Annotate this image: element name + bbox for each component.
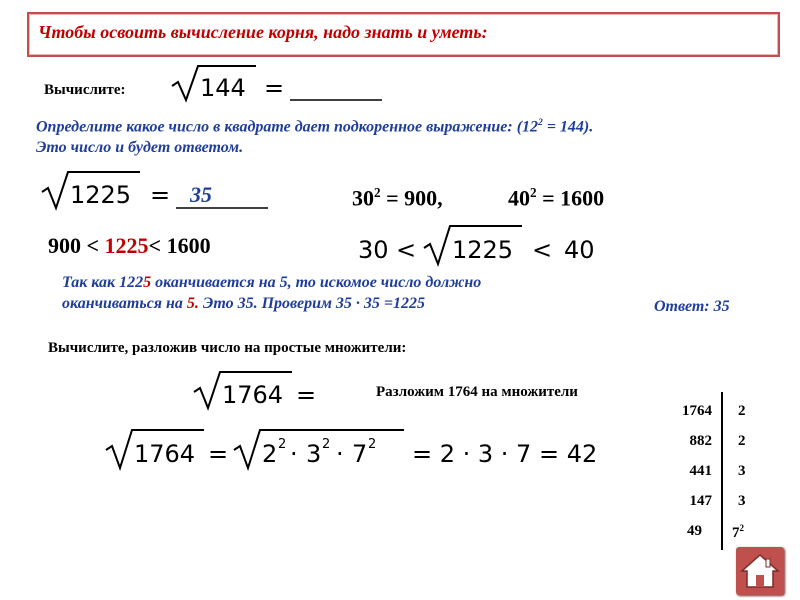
- table-factor-4: $7^2$: [732, 523, 744, 541]
- table-factor-3: 3: [738, 493, 746, 509]
- svg-text:2: 2: [262, 440, 278, 468]
- task2-reasoning: Так как 1225 оканчивается на 5, то искомое число должно оканчиваться на 5. Это 35. Проверим 35 · 35 =1225: [62, 274, 482, 312]
- factor-table-divider: [721, 392, 723, 550]
- table-factor-1: 2: [738, 433, 746, 449]
- sqrt-1764-expression: [192, 368, 322, 412]
- svg-text:40: 40: [564, 236, 595, 264]
- page-title: Чтобы освоить вычисление корня, надо знать и уметь:: [38, 22, 488, 42]
- inequality-roots: [358, 222, 608, 270]
- factor-title: Разложим 1764 на множители: [376, 384, 578, 400]
- answer-35: 35: [190, 182, 212, 207]
- radicand-1225: 1225: [70, 181, 132, 209]
- svg-text:·: ·: [290, 440, 298, 468]
- svg-text:·: ·: [336, 440, 344, 468]
- inequality-numbers: 900 < 1225< 1600: [48, 233, 211, 258]
- svg-text:2: 2: [368, 437, 377, 452]
- square-30: $30^2 = 900$,: [352, 185, 443, 211]
- svg-text:=: =: [264, 74, 285, 102]
- svg-text:=: =: [296, 381, 317, 409]
- svg-text:30: 30: [358, 236, 389, 264]
- task1-label: Вычислите:: [44, 82, 126, 98]
- sqrt-144-expression: [170, 62, 390, 106]
- square-40: $40^2 = 1600$: [508, 185, 605, 211]
- svg-text:=: =: [208, 440, 229, 468]
- table-number-3: 147: [689, 493, 712, 509]
- radicand-144: 144: [200, 74, 246, 102]
- home-button[interactable]: [736, 547, 784, 595]
- svg-text:<: <: [396, 236, 417, 264]
- table-number-1: 882: [689, 433, 712, 449]
- table-number-0: 1764: [682, 403, 712, 419]
- svg-text:=: =: [150, 181, 171, 209]
- table-factor-0: 2: [738, 403, 746, 419]
- svg-text:2: 2: [278, 437, 287, 452]
- task3-label: Вычислите, разложив число на простые множители:: [48, 340, 407, 356]
- sqrt-1764-factored: [104, 424, 624, 476]
- svg-text:7: 7: [352, 440, 368, 468]
- factor-result: = 2 · 3 · 7 = 42: [412, 440, 598, 468]
- home-icon: [736, 547, 784, 595]
- svg-text:1764: 1764: [134, 440, 196, 468]
- table-factor-2: 3: [738, 463, 746, 479]
- svg-text:3: 3: [306, 440, 322, 468]
- svg-text:1225: 1225: [452, 236, 514, 264]
- svg-text:2: 2: [322, 437, 331, 452]
- sqrt-1225-expression: [40, 168, 275, 214]
- svg-text:1764: 1764: [222, 381, 284, 409]
- table-number-2: 441: [689, 463, 712, 479]
- svg-text:<: <: [532, 236, 553, 264]
- final-answer: Ответ: 35: [654, 298, 730, 315]
- table-number-4: 49: [687, 523, 702, 539]
- task1-hint: Определите какое число в квадрате дает подкоренное выражение: $(12^2 = 144)$. Это число и будет ответом.: [36, 117, 594, 157]
